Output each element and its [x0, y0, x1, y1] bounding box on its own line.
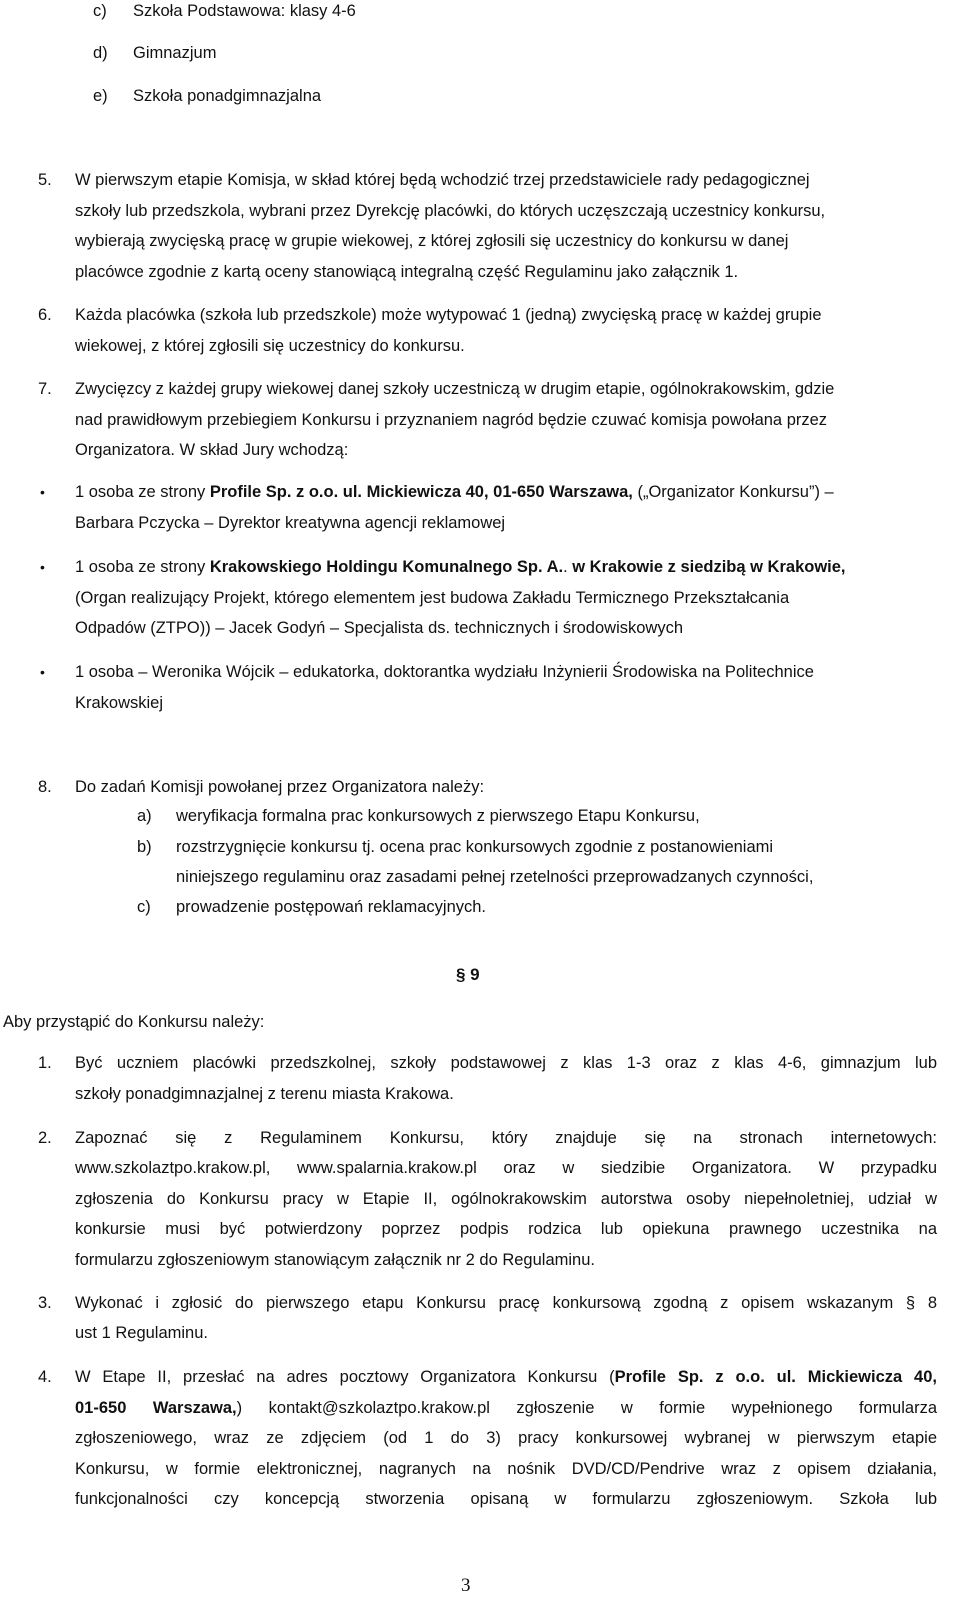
paragraph-number: 3. — [38, 1294, 52, 1312]
list-item-a: weryfikacja formalna prac konkursowych z pierwszego Etapu Konkursu, — [176, 807, 700, 825]
paragraph-line: www.szkolaztpo.krakow.pl, www.spalarnia.krakow.pl oraz w siedzibie Organizatora. W przypadku — [75, 1159, 937, 1177]
paragraph-line: 01-650 Warszawa,) kontakt@szkolaztpo.krakow.pl zgłoszenie w formie wypełnionego formularza — [75, 1399, 937, 1417]
page-number: 3 — [461, 1575, 471, 1596]
paragraph-line: zgłoszeniowego, wraz ze zdjęciem (od 1 do 3) pracy konkursowej wybranej w pierwszym etapie — [75, 1429, 937, 1447]
bullet-icon: • — [40, 484, 45, 500]
paragraph-line: ust 1 Regulaminu. — [75, 1324, 208, 1342]
jury-member-line: 1 osoba ze strony Krakowskiego Holdingu Komunalnego Sp. A.. w Krakowie z siedzibą w Krakowie, — [75, 558, 846, 576]
section-intro: Aby przystąpić do Konkursu należy: — [3, 1013, 265, 1031]
bullet-icon: • — [40, 664, 45, 680]
paragraph-number: 2. — [38, 1129, 52, 1147]
paragraph-line: Każda placówka (szkoła lub przedszkole) może wytypować 1 (jedną) zwycięską pracę w każdej grupie — [75, 306, 822, 324]
section-heading: § 9 — [456, 965, 480, 984]
paragraph-line: Zapoznać się z Regulaminem Konkursu, który znajduje się na stronach internetowych: — [75, 1129, 937, 1147]
paragraph-line: szkoły lub przedszkola, wybrani przez Dyrekcję placówki, do których uczęszczają uczestnicy konkursu, — [75, 202, 826, 220]
paragraph-line: placówce zgodnie z kartą oceny stanowiącą integralną część Regulaminu jako załącznik 1. — [75, 263, 739, 281]
paragraph-line: W pierwszym etapie Komisja, w skład której będą wchodzić trzej przedstawiciele rady pedagogicznej — [75, 171, 810, 189]
list-letter-d: d) — [93, 44, 108, 62]
list-letter-e: e) — [93, 87, 108, 105]
paragraph-number: 5. — [38, 171, 52, 189]
paragraph-line: wiekowej, z której zgłosili się uczestnicy do konkursu. — [75, 337, 465, 355]
paragraph-line: Konkursu, w formie elektronicznej, nagranych na nośnik DVD/CD/Pendrive wraz z opisem działania, — [75, 1460, 937, 1478]
list-item-c: Szkoła Podstawowa: klasy 4-6 — [133, 2, 356, 20]
bullet-icon: • — [40, 559, 45, 575]
jury-member-line: Barbara Pczycka – Dyrektor kreatywna agencji reklamowej — [75, 514, 506, 532]
list-letter-a: a) — [137, 807, 152, 825]
paragraph-line: Do zadań Komisji powołanej przez Organizatora należy: — [75, 778, 485, 796]
paragraph-line: funkcjonalności czy koncepcją stworzenia opisaną w formularzu zgłoszeniowym. Szkoła lub — [75, 1490, 937, 1508]
paragraph-line: wybierają zwycięską pracę w grupie wiekowej, z której zgłosili się uczestnicy do konkursu w danej — [75, 232, 789, 250]
paragraph-line: zgłoszenia do Konkursu pracy w Etapie II, ogólnokrakowskim autorstwa osoby niepełnoletniej, udział w — [75, 1190, 937, 1208]
paragraph-line: Być uczniem placówki przedszkolnej, szkoły podstawowej z klas 1-3 oraz z klas 4-6, gimnazjum lub — [75, 1054, 937, 1072]
paragraph-line: Organizatora. W skład Jury wchodzą: — [75, 441, 349, 459]
paragraph-line: formularzu zgłoszeniowym stanowiącym załącznik nr 2 do Regulaminu. — [75, 1251, 595, 1269]
list-item-d: Gimnazjum — [133, 44, 217, 62]
paragraph-number: 8. — [38, 778, 52, 796]
paragraph-line: Wykonać i zgłosić do pierwszego etapu Konkursu pracę konkursową zgodną z opisem wskazanym § 8 — [75, 1294, 937, 1312]
jury-member-line: Krakowskiej — [75, 694, 164, 712]
paragraph-number: 4. — [38, 1368, 52, 1386]
paragraph-line: szkoły ponadgimnazjalnej z terenu miasta Krakowa. — [75, 1085, 454, 1103]
paragraph-line: W Etape II, przesłać na adres pocztowy Organizatora Konkursu (Profile Sp. z o.o. ul. Mickiewicza 40, — [75, 1368, 937, 1386]
jury-member-line: 1 osoba – Weronika Wójcik – edukatorka, doktorantka wydziału Inżynierii Środowiska na Politechnice — [75, 663, 814, 681]
list-item-c: prowadzenie postępowań reklamacyjnych. — [176, 898, 487, 916]
jury-member-line: (Organ realizujący Projekt, którego elementem jest budowa Zakładu Termicznego Przekształcania — [75, 589, 790, 607]
paragraph-line: nad prawidłowym przebiegiem Konkursu i przyznaniem nagród będzie czuwać komisja powołana przez — [75, 411, 828, 429]
list-letter-c: c) — [93, 2, 107, 20]
list-item-e: Szkoła ponadgimnazjalna — [133, 87, 322, 105]
paragraph-line: Zwycięzcy z każdej grupy wiekowej danej szkoły uczestniczą w drugim etapie, ogólnokrakowskim, gdzie — [75, 380, 835, 398]
list-item-b: rozstrzygnięcie konkursu tj. ocena prac konkursowych zgodnie z postanowieniami — [176, 838, 774, 856]
paragraph-line: konkursie musi być potwierdzony poprzez podpis rodzica lub opiekuna prawnego uczestnika na — [75, 1220, 937, 1238]
list-letter-c: c) — [137, 898, 151, 916]
jury-member-line: Odpadów (ZTPO)) – Jacek Godyń – Specjalista ds. technicznych i środowiskowych — [75, 619, 684, 637]
list-item-b: niniejszego regulaminu oraz zasadami pełnej rzetelności przeprowadzanych czynności, — [176, 868, 814, 886]
paragraph-number: 7. — [38, 380, 52, 398]
paragraph-number: 1. — [38, 1054, 52, 1072]
jury-member-line: 1 osoba ze strony Profile Sp. z o.o. ul. Mickiewicza 40, 01-650 Warszawa, („Organizator Konkursu”) – — [75, 483, 834, 501]
paragraph-number: 6. — [38, 306, 52, 324]
list-letter-b: b) — [137, 838, 152, 856]
